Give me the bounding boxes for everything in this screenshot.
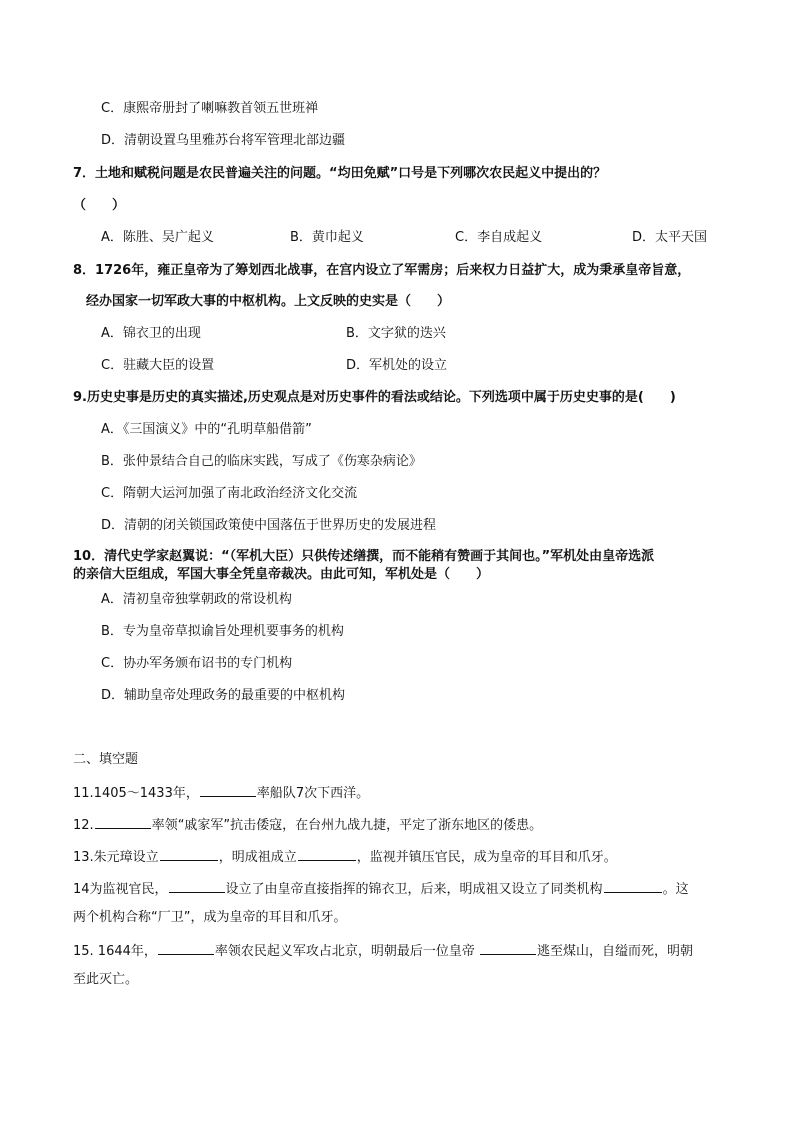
q7-option-a: A．陈胜、吴广起义	[101, 230, 214, 245]
q9-option-d: D．清朝的闭关锁国政策使中国落伍于世界历史的发展进程	[101, 518, 437, 533]
q13-text-a: 13.朱元璋设立	[73, 850, 159, 865]
q10-option-d: D．辅助皇帝处理政务的最重要的中枢机构	[101, 688, 346, 703]
q14-line2: 两个机构合称“厂卫”，成为皇帝的耳目和爪牙。	[73, 910, 347, 925]
q10-option-a: A．清初皇帝独掌朝政的常设机构	[101, 592, 292, 607]
q8-option-a: A．锦衣卫的出现	[101, 326, 201, 341]
q7-option-b: B．黄巾起义	[290, 230, 364, 245]
q8-option-d: D．军机处的设立	[346, 358, 448, 373]
q15-text-b: 率领农民起义军攻占北京，明朝最后一位皇帝	[214, 944, 480, 959]
q8-stem-line2: 经办国家一切军政大事的中枢机构。上文反映的史实是（ ）	[86, 294, 451, 309]
q8-option-b: B．文字狱的迭兴	[346, 326, 446, 341]
q9-option-a: A．《三国演义》中的“孔明草船借箭”	[101, 422, 312, 437]
q10-option-b: B．专为皇帝草拟谕旨处理机要事务的机构	[101, 624, 344, 639]
q15-text-a: 15. 1644年，	[73, 944, 157, 959]
q12	[73, 814, 542, 836]
q15-line2: 至此灭亡。	[73, 972, 139, 987]
q15-blank-2[interactable]	[480, 940, 536, 955]
q14-blank-1[interactable]	[169, 878, 225, 893]
q9-option-b: B．张仲景结合自己的临床实践，写成了《伤寒杂病论》	[101, 454, 422, 469]
q10-stem-line2: 的亲信大臣组成，军国大事全凭皇帝裁决。由此可知，军机处是（ ）	[73, 567, 490, 582]
q11-text-b: 率船队7次下西洋。	[256, 786, 370, 801]
q15-text-c: 逃至煤山，自缢而死，明朝	[537, 944, 694, 959]
q14-text-a: 14为监视官民，	[73, 882, 168, 897]
q13-text-c: ，监视并镇压官民，成为皇帝的耳目和爪牙。	[356, 850, 617, 865]
q12-text-a: 12.	[73, 818, 94, 833]
q15-blank-1[interactable]	[158, 940, 214, 955]
q6-option-c: C．康熙帝册封了喇嘛教首领五世班禅	[101, 101, 319, 116]
q14-line1	[73, 878, 689, 900]
q13-text-b: ，明成祖成立	[218, 850, 297, 865]
q7-paren: （ ）	[73, 198, 126, 213]
q15-line1	[73, 940, 693, 962]
q9-stem: 9.历史史事是历史的真实描述,历史观点是对历史事件的看法或结论。下列选项中属于历史史事的是( )	[73, 390, 676, 405]
section-title-fill-blank: 二、填空题	[73, 752, 139, 767]
q8-option-c: C．驻藏大臣的设置	[101, 358, 215, 373]
q12-text-b: 率领“戚家军”抗击倭寇，在台州九战九捷，平定了浙东地区的倭患。	[151, 818, 543, 833]
q7-stem: 7．土地和赋税问题是农民普遍关注的问题。“均田免赋”口号是下列哪次农民起义中提出的？	[73, 166, 607, 181]
q14-blank-2[interactable]	[604, 878, 662, 893]
q14-text-c: 。这	[662, 882, 689, 897]
q12-blank[interactable]	[95, 814, 151, 829]
q14-text-b: 设立了由皇帝直接指挥的锦衣卫，后来，明成祖又设立了同类机构	[225, 882, 603, 897]
q11-blank[interactable]	[200, 782, 256, 797]
q9-option-c: C．隋朝大运河加强了南北政治经济文化交流	[101, 486, 358, 501]
q7-option-c: C．李自成起义	[455, 230, 543, 245]
q6-option-d: D．清朝设置乌里雅苏台将军管理北部边疆	[101, 133, 346, 148]
q13	[73, 846, 617, 868]
q13-blank-1[interactable]	[160, 846, 218, 861]
q7-option-d: D．太平天国	[632, 230, 708, 245]
q11	[73, 782, 369, 804]
q11-text-a: 11.1405～1433年，	[73, 786, 199, 801]
q8-stem-line1: 8．1726年，雍正皇帝为了筹划西北战事，在宫内设立了军需房；后来权力日益扩大，成为秉承皇帝旨意，	[73, 263, 691, 278]
q10-option-c: C．协办军务颁布诏书的专门机构	[101, 656, 293, 671]
q10-stem-line1: 10．清代史学家赵翼说：“（军机大臣）只供传述缮撰，而不能稍有赞画于其间也。”军机处由皇帝选派	[73, 549, 655, 564]
q13-blank-2[interactable]	[298, 846, 356, 861]
